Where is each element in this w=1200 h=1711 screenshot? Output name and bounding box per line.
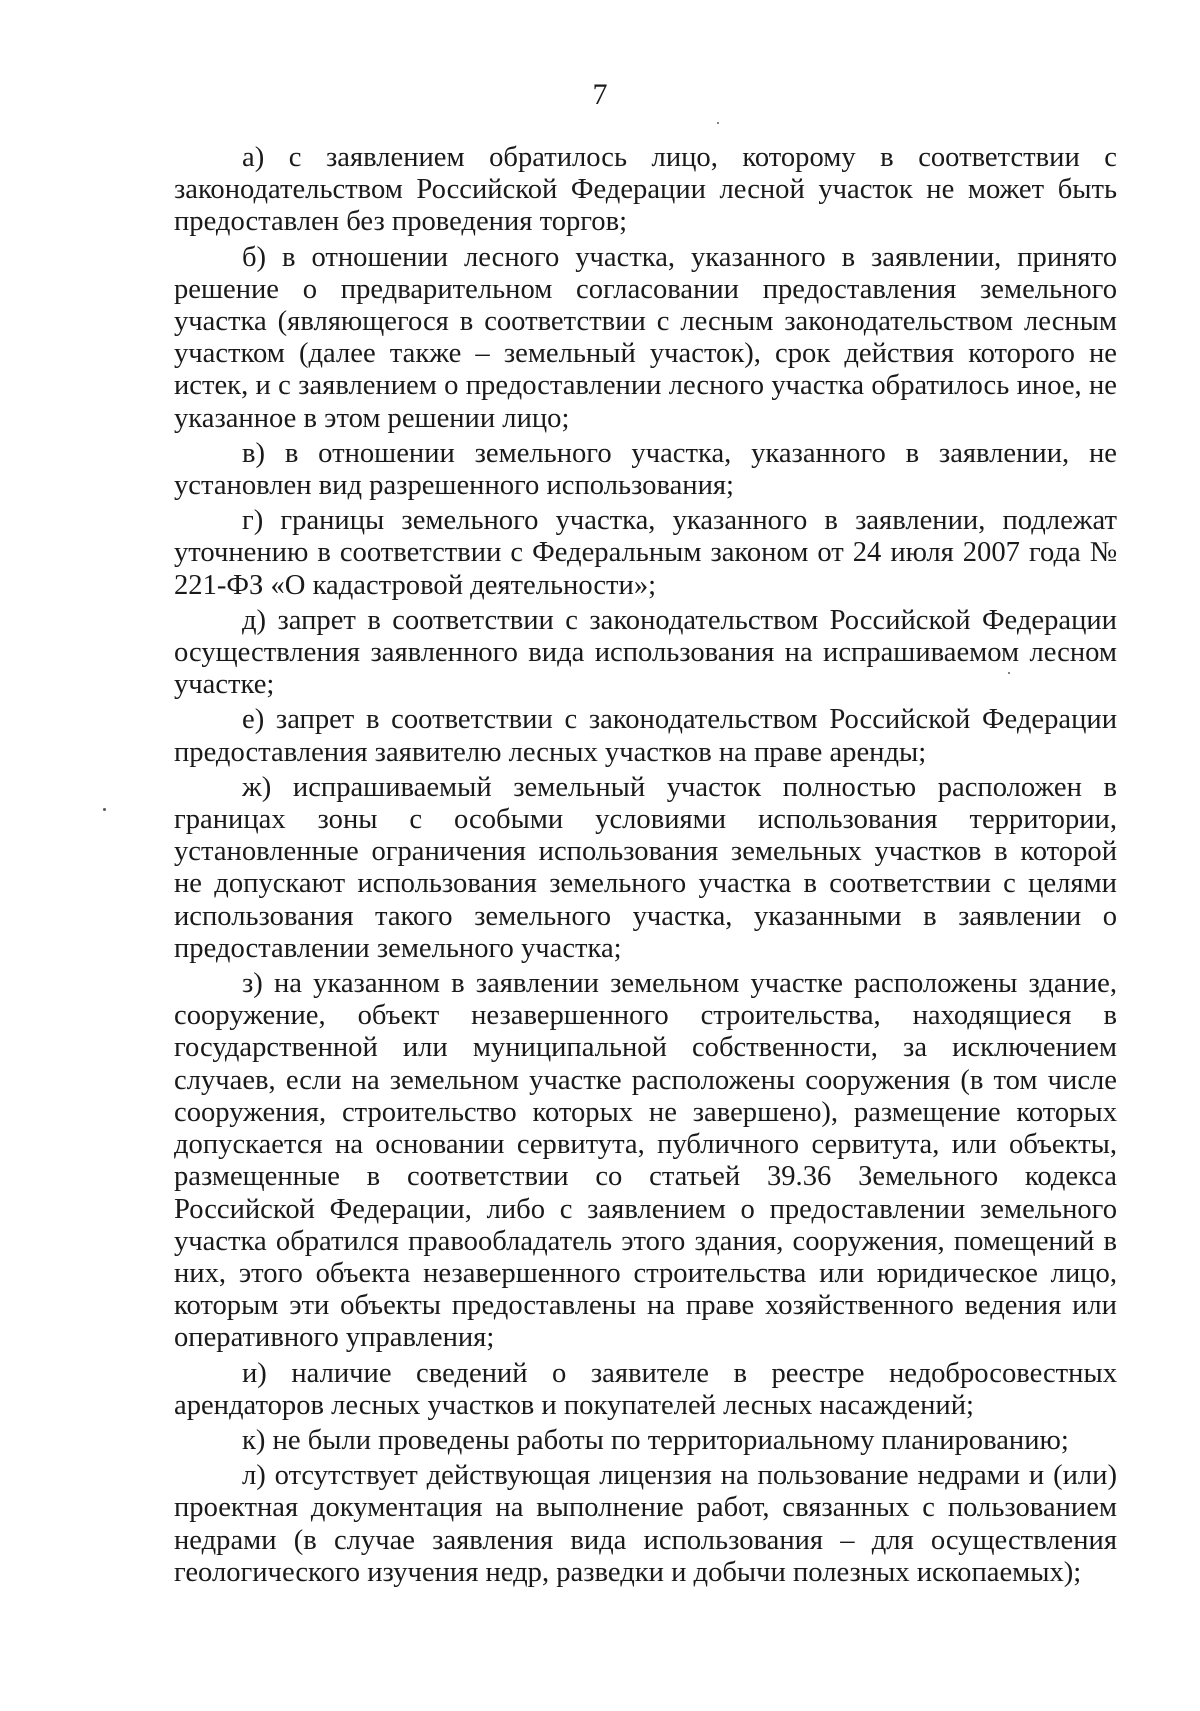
paragraph-l: л) отсутствует действующая лицензия на пользование недрами и (или) проектная документация на выполнение работ, связанных с пользованием недрами (в случае заявления вида использования – для осуществления геологического изучения недр, разведки и добычи полезных ископаемых); [174,1460,1117,1588]
page-number: 7 [592,78,608,111]
paragraph-z: з) на указанном в заявлении земельном участке расположены здание, сооружение, объект незавершенного строительства, находящиеся в государственной или муниципальной собственности, за исключением случаев, если на земельном участке расположены сооружения (в том числе сооружения, строительство которых не завершено), размещение которых допускается на основании сервитута, публичного сервитута, или объекты, размещенные в соответствии со статьей 39.36 Земельного кодекса Российской Федерации, либо с заявлением о предоставлении земельного участка обратился правообладатель этого здания, сооружения, помещений в них, этого объекта незавершенного строительства или юридическое лицо, которым эти объекты предоставлены на праве хозяйственного ведения или оперативного управления; [174,968,1117,1354]
paragraph-g: г) границы земельного участка, указанного в заявлении, подлежат уточнению в соответствии с Федеральным законом от 24 июля 2007 года № 221-ФЗ «О кадастровой деятельности»; [174,505,1117,601]
paragraph-zh: ж) испрашиваемый земельный участок полностью расположен в границах зоны с особыми условиями использования территории, установленные ограничения использования земельных участков в которой не допускают использования земельного участка в соответствии с целями использования такого земельного участка, указанными в заявлении о предоставлении земельного участка; [174,771,1117,964]
scan-speck [1008,672,1010,674]
paragraph-d: д) запрет в соответствии с законодательством Российской Федерации осуществления заявленного вида использования на испрашиваемом лесном участке; [174,604,1117,701]
paragraph-a: а) с заявлением обратилось лицо, которому в соответствии с законодательством Российской Федерации лесной участок не может быть предоставлен без проведения торгов; [174,142,1117,238]
scan-speck [717,122,719,124]
document-body [174,142,1117,1592]
paragraph-b: б) в отношении лесного участка, указанного в заявлении, принято решение о предварительном согласовании предоставления земельного участка (являющегося в соответствии с лесным законодательством лесным участком (далее также – земельный участок), срок действия которого не истек, и с заявлением о предоставлении лесного участка обратилось иное, не указанное в этом решении лицо; [174,241,1117,434]
paragraph-e: е) запрет в соответствии с законодательством Российской Федерации предоставления заявителю лесных участков на праве аренды; [174,704,1117,768]
paragraph-i: и) наличие сведений о заявителе в реестре недобросовестных арендаторов лесных участков и покупателей лесных насаждений; [174,1357,1117,1421]
paragraph-v: в) в отношении земельного участка, указанного в заявлении, не установлен вид разрешенного использования; [174,437,1117,502]
scan-speck [103,808,106,811]
paragraph-k: к) не были проведены работы по территориальному планированию; [242,1424,1069,1456]
